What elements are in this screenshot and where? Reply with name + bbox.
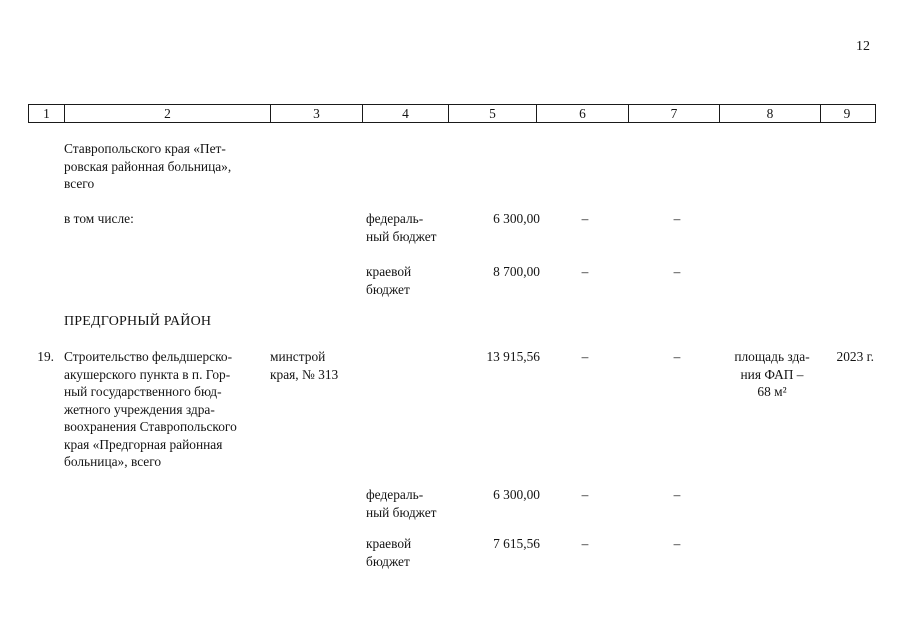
col6-value: – (581, 264, 589, 279)
item-number: 19. (37, 349, 54, 364)
customer: минстрой края, № 313 (270, 349, 339, 382)
col7-value: – (673, 211, 681, 226)
header-col-8: 8 (720, 105, 821, 122)
header-col-3: 3 (271, 105, 363, 122)
header-col-6: 6 (537, 105, 629, 122)
name-line: больница», всего (64, 454, 162, 469)
budget-source: краевой бюджет (366, 536, 412, 569)
name-line: Ставропольского края «Пет- (64, 141, 226, 156)
name-line: Строительство фельдшерско- (64, 349, 233, 364)
name-line: акушерского пункта в п. Гор- (64, 366, 231, 382)
header-col-1: 1 (29, 105, 65, 122)
budget-amount: 7 615,56 (493, 536, 540, 551)
budget-source: краевой бюджет (366, 264, 412, 297)
header-col-9: 9 (843, 106, 851, 121)
budget-source: федераль- ный бюджет (366, 487, 437, 520)
item-19-name (64, 348, 264, 471)
col6-value: – (581, 536, 589, 551)
col7-value: – (673, 536, 681, 551)
budget-amount: 8 700,00 (493, 264, 540, 279)
budget-amount: 6 300,00 (493, 487, 540, 502)
name-line: ный государственного бюд- (64, 384, 222, 399)
completion-year: 2023 г. (836, 349, 874, 364)
budget-source: федераль- ный бюджет (366, 211, 437, 244)
header-col-5: 5 (449, 105, 537, 122)
total-amount: 13 915,56 (486, 349, 540, 364)
header-col-2: 2 (65, 105, 271, 122)
section-title: ПРЕДГОРНЫЙ РАЙОН (64, 314, 212, 329)
budget-amount: 6 300,00 (493, 211, 540, 226)
name-line: ровская районная больница», (64, 158, 232, 174)
col7-value: – (673, 349, 681, 364)
in-total-label: в том числе: (64, 211, 134, 226)
header-col-4: 4 (363, 105, 449, 122)
col6-value: – (581, 487, 589, 502)
col7-value: – (673, 487, 681, 502)
header-col-7: 7 (629, 105, 720, 122)
name-line: края «Предгорная районная (64, 436, 223, 452)
table-header-row (28, 104, 876, 123)
col6-value: – (581, 349, 589, 364)
name-line: воохранения Ставропольского (64, 419, 237, 434)
page-number: 12 (856, 39, 870, 54)
name-line: жетного учреждения здра- (64, 401, 215, 417)
col7-value: – (673, 264, 681, 279)
name-line: всего (64, 176, 95, 191)
col6-value: – (581, 211, 589, 226)
petrovsky-name (64, 140, 264, 193)
result-indicator: площадь зда- ния ФАП – 68 м² (734, 349, 810, 399)
